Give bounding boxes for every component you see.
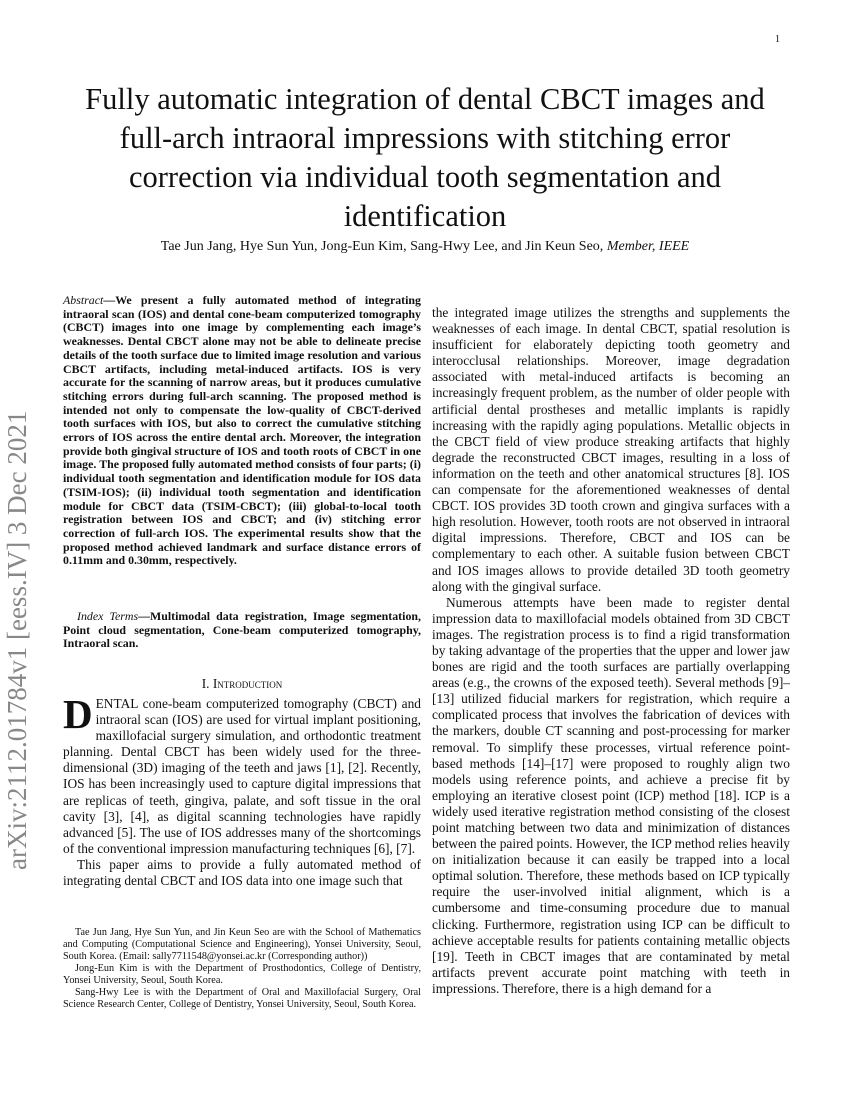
abstract-text: —We present a fully automated method of integrating intraoral scan (IOS) and dental cone-beam computerized tomography (CBCT) images into one image by complementing each image’s weaknesses. Dental CBCT alone may not be able to delineate precise details of the tooth surface due to limited image resolution and various CBCT artifacts, including metal-induced artifacts. IOS is very accurate for the scanning of narrow areas, but it produces cumulative stitching errors during full-arch scanning. The proposed method is intended not only to compensate the low-quality of CBCT-derived tooth surfaces with IOS, but also to correct the cumulative stitching errors of IOS across the entire dental arch. Moreover, the integration provide both gingival structure of IOS and tooth roots of CBCT in one image. The proposed fully automated method consists of four parts; (i) individual tooth segmentation and identification module for IOS data (TSIM-IOS); (ii) individual tooth segmentation and identification module for CBCT data (TSIM-CBCT); (iii) global-to-local tooth registration between IOS and CBCT; and (iv) stitching error correction of full-arch IOS. The experimental results show that the proposed method achieved landmark and surface distance errors of 0.11mm and 0.30mm, respectively. <box>63 293 421 568</box>
right-column <box>432 305 790 997</box>
author-membership: Member, IEEE <box>606 239 690 254</box>
intro-text: ENTAL cone-beam computerized tomography (CBCT) and intraoral scan (IOS) are used for virtual implant positioning, maxillofacial surgery simulation, and orthodontic treatment planning. Dental CBCT has been widely used for the three-dimensional (3D) imaging of the teeth and jaws [1], [2]. Recently, IOS has been increasingly used to capture digital impressions that are replicas of teeth, gingiva, palate, and soft tissue in the oral cavity [3], [4], as digital scanning technologies have rapidly advanced [5]. The use of IOS addresses many of the shortcomings of the conventional impression manufacturing techniques [6], [7]. <box>63 696 421 856</box>
drop-cap: D <box>63 691 93 737</box>
authors: Tae Jun Jang, Hye Sun Yun, Jong-Eun Kim, Sang-Hwy Lee, and Jin Keun Seo, <box>160 239 604 254</box>
footnote: Sang-Hwy Lee is with the Department of Oral and Maxillofacial Surgery, Oral Science Research Center, College of Dentistry, Yonsei University, Seoul, South Korea. <box>63 987 421 1010</box>
introduction-body <box>63 691 421 889</box>
abstract <box>63 294 421 568</box>
index-terms-label: Index Terms <box>77 609 139 623</box>
footnote: Jong-Eun Kim is with the Department of Prosthodontics, College of Dentistry, Yonsei University, Seoul, South Korea. <box>63 963 421 986</box>
body-paragraph: Numerous attempts have been made to register dental impression data to maxillofacial models obtained from 3D CBCT images. The registration process is to find a rigid transformation by taking advantage of the properties that the upper and lower jaw bones are rigid and the tooth surfaces are partially overlapping areas (e.g., the crowns of the exposed teeth). Several methods [9]–[13] utilized fiducial markers for registration, which require a complicated process that involves the fabrication of devices with the markers, double CT scanning and post-processing for marker removal. To simplify these processes, virtual reference point-based methods [14]–[17] were proposed to roughly align two models using reference points, and achieve a precise fit by employing an iterative closest point (ICP) method [18]. ICP is a widely used iterative registration method consisting of the closest point matching between two data and minimization of distances between the paired points. However, the ICP method relies heavily on initialization because it can easily be trapped into a local optimal solution. Therefore, these methods based on ICP typically require the user-involved initial alignment, which is a cumbersome and time-consuming procedure due to manual clicking. Furthermore, registration using ICP can be difficult to achieve acceptable results for patients containing metallic objects [19]. Teeth in CBCT images that are contaminated by metal artifacts prevent accurate point matching with teeth in impressions. Therefore, there is a high demand for a <box>432 594 790 996</box>
page-number: 1 <box>775 34 780 45</box>
footnote: Tae Jun Jang, Hye Sun Yun, and Jin Keun Seo are with the School of Mathematics and Computing (Computational Science and Engineering), Yonsei University, Seoul, South Korea. (Email: sally7711548@yonsei.ac.kr (Corresponding author)) <box>63 927 421 962</box>
intro-paragraph <box>63 691 421 857</box>
paper-title: Fully automatic integration of dental CBCT images and full-arch intraoral impressions with stitching error correction via individual tooth segmentation and identification <box>85 82 765 233</box>
footnotes <box>63 927 421 1011</box>
body-paragraph: the integrated image utilizes the strengths and supplements the weaknesses of each image. In dental CBCT, spatial resolution is insufficient for elaborately depicting tooth geometry and interocclusal relationships. Moreover, image degradation associated with metal-induced artifacts is becoming an increasingly frequent problem, as the number of older people with artificial dental prostheses and metallic implants is rapidly increasing with the rapidly aging populations. Metallic objects in the CBCT field of view produce streaking artifacts that highly degrade the reconstructed CBCT images, resulting in a loss of information on the teeth and other anatomical structures [8]. IOS can compensate for the aforementioned weaknesses of dental CBCT. IOS provides 3D tooth crown and gingiva surfaces with a high resolution. However, tooth roots are not observed in intraoral digital impressions. Therefore, CBCT and IOS can be complementary to each other. A suitable fusion between CBCT and IOS images allows to provide detailed 3D tooth geometry along with the gingival surface. <box>432 305 790 594</box>
intro-paragraph: This paper aims to provide a fully automated method of integrating dental CBCT and IOS data into one image such that <box>63 856 421 889</box>
index-terms <box>63 610 421 651</box>
section-heading: I. Introduction <box>201 676 283 691</box>
arxiv-identifier: arXiv:2112.01784v1 [eess.IV] 3 Dec 2021 <box>2 410 32 870</box>
abstract-label: Abstract <box>63 293 104 307</box>
author-list <box>60 239 790 255</box>
index-terms-text: —Multimodal data registration, Image segmentation, Point cloud segmentation, Cone-beam computerized tomography, Intraoral scan. <box>63 609 421 651</box>
